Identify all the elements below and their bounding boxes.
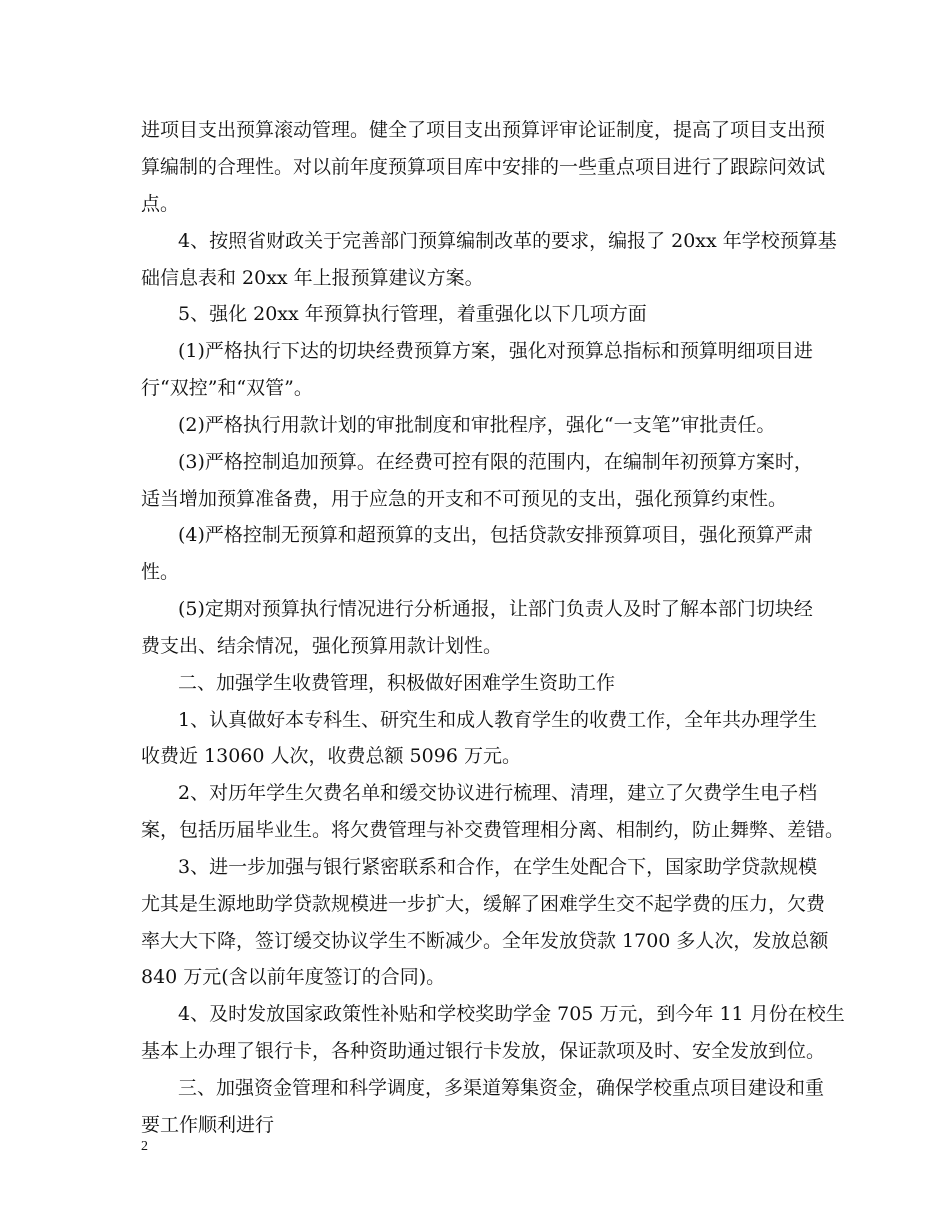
text-line: 点。	[141, 193, 180, 215]
text-line: 础信息表和 20xx 年上报预算建议方案。	[141, 267, 484, 289]
text-line: 4、按照省财政关于完善部门预算编制改革的要求，编报了 20xx 年学校预算基	[178, 230, 837, 252]
text-line: 尤其是生源地助学贷款规模进一步扩大，缓解了困难学生交不起学费的压力，欠费	[141, 893, 826, 915]
text-line: 840 万元(含以前年度签订的合同)。	[141, 966, 446, 988]
text-line: 基本上办理了银行卡，各种资助通过银行卡发放，保证款项及时、安全发放到位。	[141, 1040, 826, 1062]
text-line: (5)定期对预算执行情况进行分析通报，让部门负责人及时了解本部门切块经	[178, 598, 813, 620]
text-line: (1)严格执行下达的切块经费预算方案，强化对预算总指标和预算明细项目进	[178, 340, 813, 362]
text-line: (3)严格控制追加预算。在经费可控有限的范围内，在编制年初预算方案时，	[178, 451, 813, 473]
text-line: 2、对历年学生欠费名单和缓交协议进行梳理、清理，建立了欠费学生电子档	[178, 782, 818, 804]
text-line: 算编制的合理性。对以前年度预算项目库中安排的一些重点项目进行了跟踪问效试	[141, 156, 826, 178]
text-line: 要工作顺利进行	[141, 1114, 275, 1136]
text-line: 性。	[141, 561, 180, 583]
text-line: 行“双控”和“双管”。	[141, 377, 313, 399]
text-line: 费支出、结余情况，强化预算用款计划性。	[141, 635, 503, 657]
text-line: 进项目支出预算滚动管理。健全了项目支出预算评审论证制度，提高了项目支出预	[141, 119, 826, 141]
text-line: 5、强化 20xx 年预算执行管理，着重强化以下几项方面	[178, 303, 647, 325]
page-number: 2	[141, 1139, 148, 1154]
text-line: 4、及时发放国家政策性补贴和学校奖助学金 705 万元，到今年 11 月份在校生	[178, 1003, 845, 1025]
section-heading: 二、加强学生收费管理，积极做好困难学生资助工作	[178, 672, 616, 694]
text-line: 案，包括历届毕业生。将欠费管理与补交费管理相分离、相制约，防止舞弊、差错。	[141, 819, 845, 841]
text-line: 适当增加预算准备费，用于应急的开支和不可预见的支出，强化预算约束性。	[141, 488, 788, 510]
text-line: 率大大下降，签订缓交协议学生不断减少。全年发放贷款 1700 多人次，发放总额	[141, 930, 829, 952]
text-line: (2)严格执行用款计划的审批制度和审批程序，强化“一支笔”审批责任。	[178, 414, 776, 436]
text-line: (4)严格控制无预算和超预算的支出，包括贷款安排预算项目，强化预算严肃	[178, 524, 813, 546]
text-line: 3、进一步加强与银行紧密联系和合作，在学生处配合下，国家助学贷款规模	[178, 856, 818, 878]
text-line: 1、认真做好本专科生、研究生和成人教育学生的收费工作，全年共办理学生	[178, 709, 818, 731]
text-line: 收费近 13060 人次，收费总额 5096 万元。	[141, 745, 521, 767]
section-heading: 三、加强资金管理和科学调度，多渠道筹集资金，确保学校重点项目建设和重	[178, 1077, 825, 1099]
